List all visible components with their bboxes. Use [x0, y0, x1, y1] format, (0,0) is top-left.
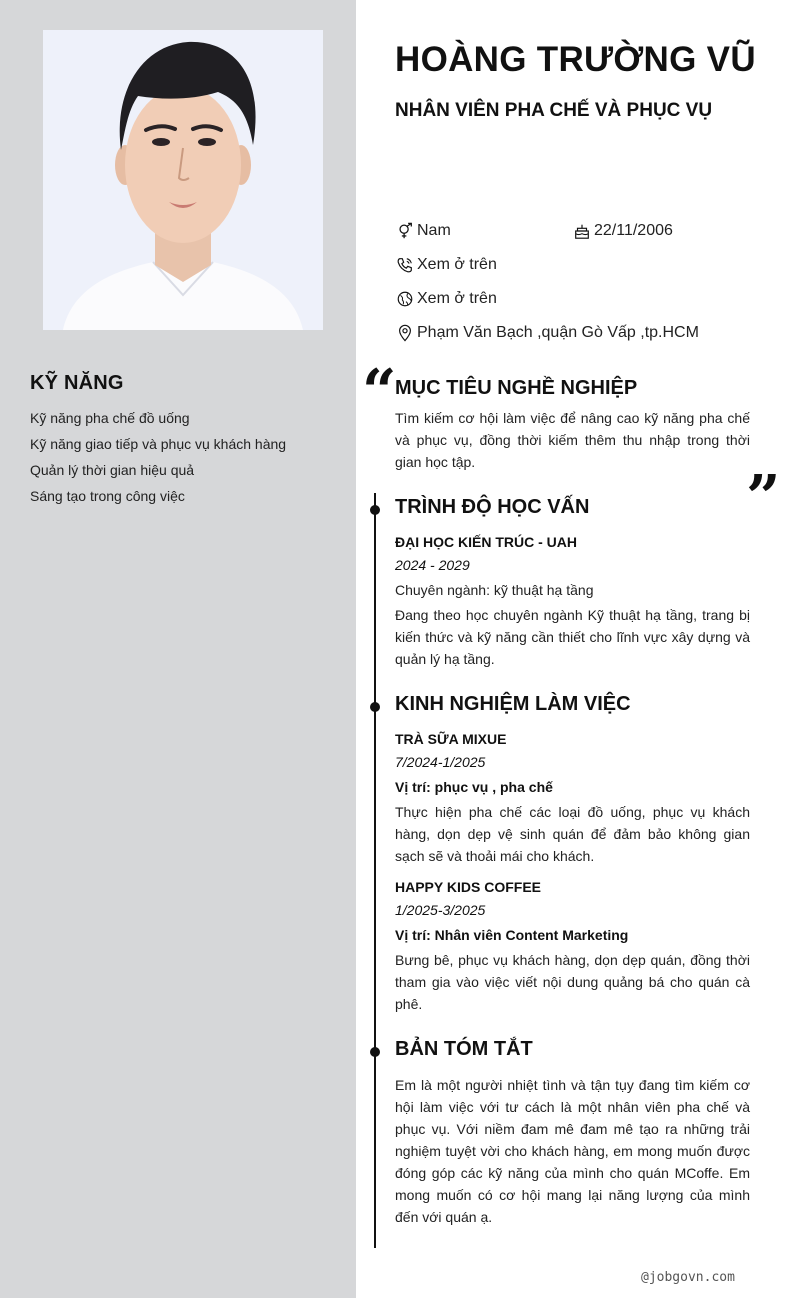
job-description: Bưng bê, phục vụ khách hàng, dọn dẹp quán, đồng thời tham gia vào việc viết nội dung quảng bá cho quán cà phê. — [395, 952, 750, 1012]
birthday-value: 22/11/2006 — [594, 222, 673, 239]
timeline-dot — [370, 1047, 380, 1057]
phone-value: Xem ở trên — [417, 256, 497, 273]
job-period: 7/2024-1/2025 — [395, 754, 486, 770]
skills-section — [30, 372, 330, 509]
objective-text: Tìm kiếm cơ hội làm việc để nâng cao kỹ năng pha chế và phục vụ, đồng thời kiếm thêm thu nhập trong thời gian học tập. — [395, 410, 750, 470]
skill-item: Quản lý thời gian hiệu quả — [30, 462, 195, 478]
profile-photo — [43, 30, 323, 330]
website-value: Xem ở trên — [417, 290, 497, 307]
address-value: Phạm Văn Bạch ,quận Gò Vấp ,tp.HCM — [417, 324, 699, 341]
timeline-dot — [370, 505, 380, 515]
job-position: Vị trí: phục vụ , pha chế — [395, 779, 553, 795]
gender-row — [395, 221, 451, 241]
timeline-line — [374, 493, 376, 1248]
education-heading: TRÌNH ĐỘ HỌC VẤN — [395, 496, 590, 518]
close-quote-icon: ” — [746, 463, 781, 533]
job-period: 1/2025-3/2025 — [395, 902, 486, 918]
job-title: NHÂN VIÊN PHA CHẾ VÀ PHỤC VỤ — [395, 100, 713, 121]
open-quote-icon: “ — [362, 357, 397, 427]
job-company: HAPPY KIDS COFFEE — [395, 879, 541, 895]
skill-item: Kỹ năng pha chế đồ uống — [30, 410, 190, 426]
job-position: Vị trí: Nhân viên Content Marketing — [395, 927, 629, 943]
footer-watermark: @jobgovn.com — [641, 1270, 735, 1285]
phone-row — [395, 255, 497, 275]
objective-heading: MỤC TIÊU NGHỀ NGHIỆP — [395, 377, 638, 399]
experience-heading: KINH NGHIỆM LÀM VIỆC — [395, 693, 631, 715]
skill-item: Sáng tạo trong công việc — [30, 488, 185, 504]
gender-value: Nam — [417, 222, 451, 239]
skills-heading: KỸ NĂNG — [30, 372, 124, 394]
address-row — [395, 323, 699, 343]
job-company: TRÀ SỮA MIXUE — [395, 731, 507, 747]
gender-icon — [395, 221, 415, 241]
globe-icon — [395, 289, 415, 309]
cake-icon — [572, 221, 592, 241]
school-name: ĐẠI HỌC KIẾN TRÚC - UAH — [395, 534, 577, 550]
education-period: 2024 - 2029 — [395, 557, 470, 573]
summary-text: Em là một người nhiệt tình và tận tụy đang tìm kiếm cơ hội làm việc với tư cách là một nhân viên pha chế và phục vụ. Với niềm đam mê đam mê tạo ra những trải nghiệm tuyệt vời cho khách hàng, em mong muốn được đóng góp các kỹ năng của mình cho quán MCoffe. Em mong muốn có cơ hội mang lại năng lượng của mình đến với quán ạ. — [395, 1077, 750, 1225]
candidate-name: HOÀNG TRƯỜNG VŨ — [395, 40, 756, 79]
summary-heading: BẢN TÓM TẮT — [395, 1038, 533, 1060]
birthday-row — [572, 221, 673, 241]
education-major: Chuyên ngành: kỹ thuật hạ tầng — [395, 582, 594, 598]
website-row — [395, 289, 497, 309]
skill-item: Kỹ năng giao tiếp và phục vụ khách hàng — [30, 436, 287, 452]
location-pin-icon — [395, 323, 415, 343]
timeline-dot — [370, 702, 380, 712]
skills-list — [30, 405, 330, 509]
job-description: Thực hiện pha chế các loại đồ uống, phục vụ khách hàng, dọn dẹp vệ sinh quán để đảm bảo không gian sạch sẽ và thoải mái cho khách. — [395, 804, 750, 864]
education-description: Đang theo học chuyên ngành Kỹ thuật hạ tầng, trang bị kiến thức và kỹ năng cần thiết cho lĩnh vực xây dựng và quản lý hạ tầng. — [395, 607, 750, 667]
phone-icon — [395, 255, 415, 275]
left-sidebar — [0, 0, 356, 1298]
